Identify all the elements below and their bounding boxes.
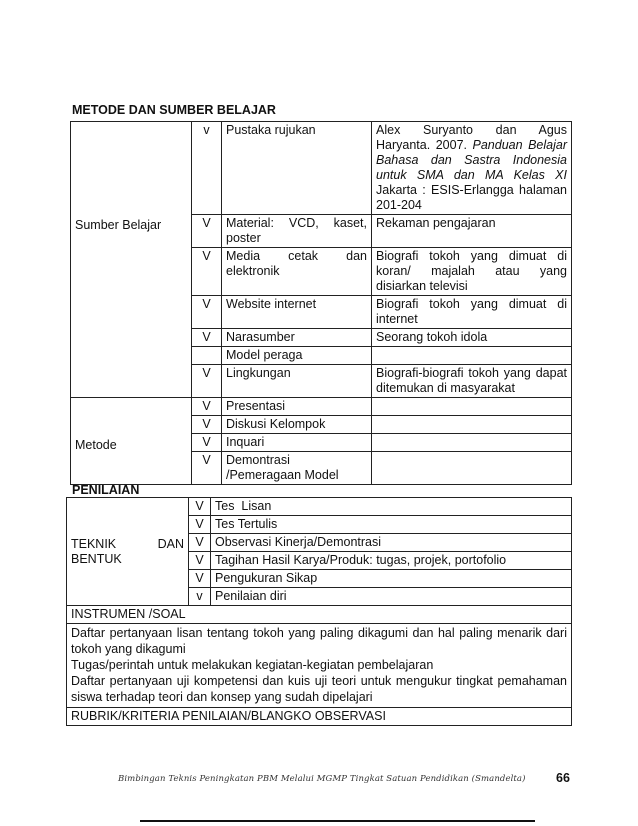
check-mark: V bbox=[192, 296, 222, 329]
method-description bbox=[372, 452, 572, 485]
source-description: Seorang tokoh idola bbox=[372, 329, 572, 347]
instrumen-line: Daftar pertanyaan lisan tentang tokoh yang paling dikagumi dan hal paling menarik dari tokoh yang dikagumi bbox=[71, 626, 567, 656]
check-mark: V bbox=[189, 534, 211, 552]
source-description bbox=[372, 347, 572, 365]
source-item: Website internet bbox=[222, 296, 372, 329]
table-row bbox=[71, 398, 572, 416]
page-number: 66 bbox=[556, 771, 570, 785]
footer-rule bbox=[140, 820, 535, 822]
check-mark: V bbox=[192, 398, 222, 416]
penilaian-table bbox=[66, 497, 572, 726]
table-row bbox=[67, 606, 572, 624]
source-description: Biografi tokoh yang dimuat di koran/ majalah atau yang disiarkan televisi bbox=[372, 248, 572, 296]
instrumen-content bbox=[67, 624, 572, 708]
method-item: Demontrasi /Pemeragaan Model bbox=[222, 452, 372, 485]
check-mark: V bbox=[189, 516, 211, 534]
technique-item: Tagihan Hasil Karya/Produk: tugas, projek, portofolio bbox=[211, 552, 572, 570]
table-row bbox=[67, 498, 572, 516]
technique-item: Tes Lisan bbox=[211, 498, 572, 516]
instrumen-header: INSTRUMEN /SOAL bbox=[67, 606, 572, 624]
source-description: Rekaman pengajaran bbox=[372, 215, 572, 248]
rubrik-header: RUBRIK/KRITERIA PENILAIAN/BLANGKO OBSERVASI bbox=[67, 708, 572, 726]
check-mark: V bbox=[192, 215, 222, 248]
check-mark: V bbox=[192, 434, 222, 452]
footer-text: Bimbingan Teknis Peningkatan PBM Melalui MGMP Tingkat Satuan Pendidikan (Smandelta) bbox=[118, 774, 526, 784]
source-item: Media cetak dan elektronik bbox=[222, 248, 372, 296]
check-mark: V bbox=[192, 329, 222, 347]
check-mark: V bbox=[189, 552, 211, 570]
source-item: Material: VCD, kaset, poster bbox=[222, 215, 372, 248]
method-item: Presentasi bbox=[222, 398, 372, 416]
source-description: Biografi tokoh yang dimuat di internet bbox=[372, 296, 572, 329]
sumber-belajar-label: Sumber Belajar bbox=[71, 122, 192, 398]
technique-item: Tes Tertulis bbox=[211, 516, 572, 534]
method-description bbox=[372, 398, 572, 416]
check-mark: v bbox=[189, 588, 211, 606]
instrumen-line: Daftar pertanyaan uji kompetensi dan kuis uji teori untuk mengukur tingkat pemahaman siswa terhadap teori dan konsep yang sudah dipelajari bbox=[71, 674, 567, 704]
metode-label: Metode bbox=[71, 398, 192, 485]
source-item: Narasumber bbox=[222, 329, 372, 347]
check-mark: V bbox=[189, 570, 211, 588]
table-row bbox=[71, 122, 572, 215]
check-mark: V bbox=[192, 365, 222, 398]
table-row bbox=[67, 624, 572, 708]
method-item: Inquari bbox=[222, 434, 372, 452]
technique-item: Penilaian diri bbox=[211, 588, 572, 606]
check-mark: V bbox=[192, 452, 222, 485]
section-title-metode: METODE DAN SUMBER BELAJAR bbox=[72, 103, 276, 117]
source-description: Biografi-biografi tokoh yang dapat ditemukan di masyarakat bbox=[372, 365, 572, 398]
teknik-bentuk-label: TEKNIK DAN BENTUK bbox=[67, 498, 189, 606]
instrumen-line: Tugas/perintah untuk melakukan kegiatan-kegiatan pembelajaran bbox=[71, 658, 434, 672]
technique-item: Observasi Kinerja/Demontrasi bbox=[211, 534, 572, 552]
metode-sumber-table bbox=[70, 121, 572, 485]
source-item: Lingkungan bbox=[222, 365, 372, 398]
method-item: Diskusi Kelompok bbox=[222, 416, 372, 434]
source-item: Pustaka rujukan bbox=[222, 122, 372, 215]
check-mark: V bbox=[192, 248, 222, 296]
check-mark: V bbox=[192, 416, 222, 434]
check-mark: V bbox=[189, 498, 211, 516]
source-description: Alex Suryanto dan Agus Haryanta. 2007. Panduan Belajar Bahasa dan Sastra Indonesia untuk SMA dan MA Kelas XI Jakarta : ESIS-Erlangga halaman 201-204 bbox=[372, 122, 572, 215]
source-item: Model peraga bbox=[222, 347, 372, 365]
check-mark bbox=[192, 347, 222, 365]
table-row bbox=[67, 708, 572, 726]
method-description bbox=[372, 434, 572, 452]
check-mark: v bbox=[192, 122, 222, 215]
technique-item: Pengukuran Sikap bbox=[211, 570, 572, 588]
section-title-penilaian: PENILAIAN bbox=[72, 483, 140, 497]
method-description bbox=[372, 416, 572, 434]
